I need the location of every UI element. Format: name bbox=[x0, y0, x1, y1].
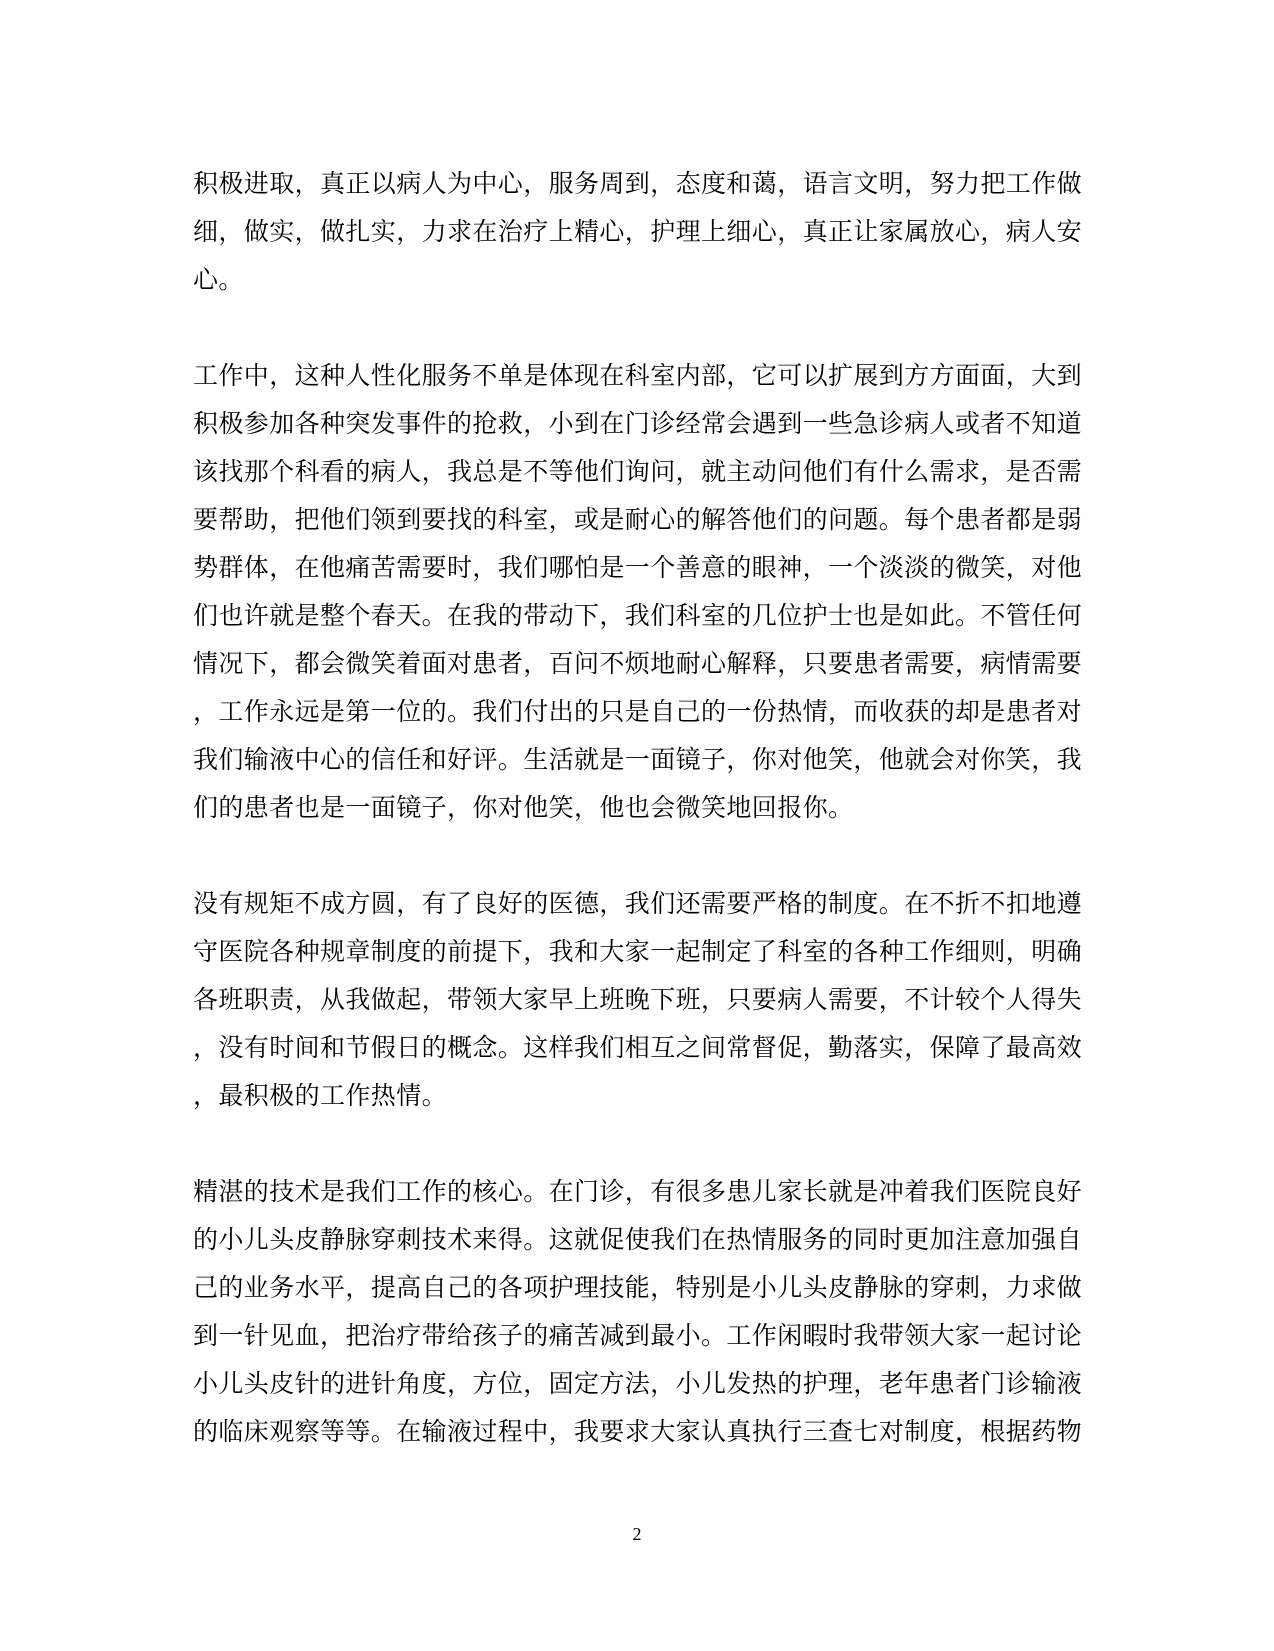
paragraph-gap bbox=[193, 832, 1073, 880]
paragraph-gap bbox=[193, 1120, 1073, 1168]
text-line: 没有规矩不成方圆，有了良好的医德，我们还需要严格的制度。在不折不扣地遵 bbox=[193, 889, 1083, 918]
text-line: 我们输液中心的信任和好评。生活就是一面镜子，你对他笑，他就会对你笑，我 bbox=[193, 745, 1083, 774]
paragraph-gap bbox=[193, 304, 1073, 352]
paragraph-1 bbox=[193, 160, 1083, 304]
text-line: 工作中，这种人性化服务不单是体现在科室内部，它可以扩展到方方面面，大到 bbox=[193, 361, 1083, 390]
text-line: ，没有时间和节假日的概念。这样我们相互之间常督促，勤落实，保障了最高效 bbox=[193, 1033, 1083, 1062]
document-body bbox=[193, 160, 1083, 1456]
text-line: 积极进取，真正以病人为中心，服务周到，态度和蔼，语言文明，努力把工作做 bbox=[193, 169, 1083, 198]
text-line: 小儿头皮针的进针角度，方位，固定方法，小儿发热的护理，老年患者门诊输液 bbox=[193, 1369, 1083, 1398]
paragraph-2 bbox=[193, 352, 1083, 832]
text-line: 守医院各种规章制度的前提下，我和大家一起制定了科室的各种工作细则，明确 bbox=[193, 937, 1083, 966]
text-line: 该找那个科看的病人，我总是不等他们询问，就主动问他们有什么需求，是否需 bbox=[193, 457, 1083, 486]
page-number: 2 bbox=[632, 1524, 642, 1544]
text-line: 心。 bbox=[193, 265, 244, 294]
text-line: 积极参加各种突发事件的抢救，小到在门诊经常会遇到一些急诊病人或者不知道 bbox=[193, 409, 1083, 438]
text-line: 要帮助，把他们领到要找的科室，或是耐心的解答他们的问题。每个患者都是弱 bbox=[193, 505, 1083, 534]
text-line: 们也许就是整个春天。在我的带动下，我们科室的几位护士也是如此。不管任何 bbox=[193, 601, 1083, 630]
text-line: 的临床观察等等。在输液过程中，我要求大家认真执行三查七对制度，根据药物 bbox=[193, 1417, 1083, 1446]
text-line: 精湛的技术是我们工作的核心。在门诊，有很多患儿家长就是冲着我们医院良好 bbox=[193, 1177, 1083, 1206]
text-line: 情况下，都会微笑着面对患者，百问不烦地耐心解释，只要患者需要，病情需要 bbox=[193, 649, 1083, 678]
text-line: 们的患者也是一面镜子，你对他笑，他也会微笑地回报你。 bbox=[193, 793, 854, 822]
text-line: ，工作永远是第一位的。我们付出的只是自己的一份热情，而收获的却是患者对 bbox=[193, 697, 1083, 726]
text-line: 的小儿头皮静脉穿刺技术来得。这就促使我们在热情服务的同时更加注意加强自 bbox=[193, 1225, 1083, 1254]
text-line: 各班职责，从我做起，带领大家早上班晚下班，只要病人需要，不计较个人得失 bbox=[193, 985, 1083, 1014]
text-line: 己的业务水平，提高自己的各项护理技能，特别是小儿头皮静脉的穿刺，力求做 bbox=[193, 1273, 1083, 1302]
text-line: 细，做实，做扎实，力求在治疗上精心，护理上细心，真正让家属放心，病人安 bbox=[193, 217, 1083, 246]
text-line: ，最积极的工作热情。 bbox=[193, 1081, 448, 1110]
text-line: 到一针见血，把治疗带给孩子的痛苦减到最小。工作闲暇时我带领大家一起讨论 bbox=[193, 1321, 1083, 1350]
text-line: 势群体，在他痛苦需要时，我们哪怕是一个善意的眼神，一个淡淡的微笑，对他 bbox=[193, 553, 1083, 582]
paragraph-4 bbox=[193, 1168, 1083, 1456]
paragraph-3 bbox=[193, 880, 1083, 1120]
